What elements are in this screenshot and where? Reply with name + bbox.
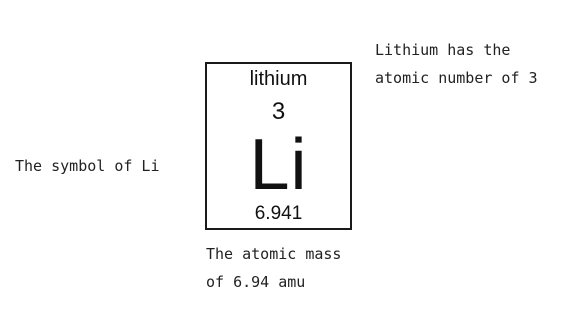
atomic-number-annotation-line-1: Lithium has the: [375, 41, 511, 59]
atomic-number-annotation: [375, 36, 538, 92]
element-atomic-number: 3: [271, 98, 286, 125]
atomic-mass-annotation-line-1: The atomic mass: [206, 245, 342, 263]
element-symbol: Li: [249, 125, 308, 205]
element-atomic-mass: 6.941: [254, 203, 303, 224]
element-name: lithium: [249, 68, 308, 90]
atomic-mass-annotation: [206, 240, 341, 296]
symbol-annotation: The symbol of Li: [15, 157, 160, 175]
element-tile: [205, 62, 352, 230]
atomic-mass-annotation-line-2: of 6.94 amu: [206, 273, 306, 291]
atomic-number-annotation-line-2: atomic number of 3: [375, 69, 538, 87]
